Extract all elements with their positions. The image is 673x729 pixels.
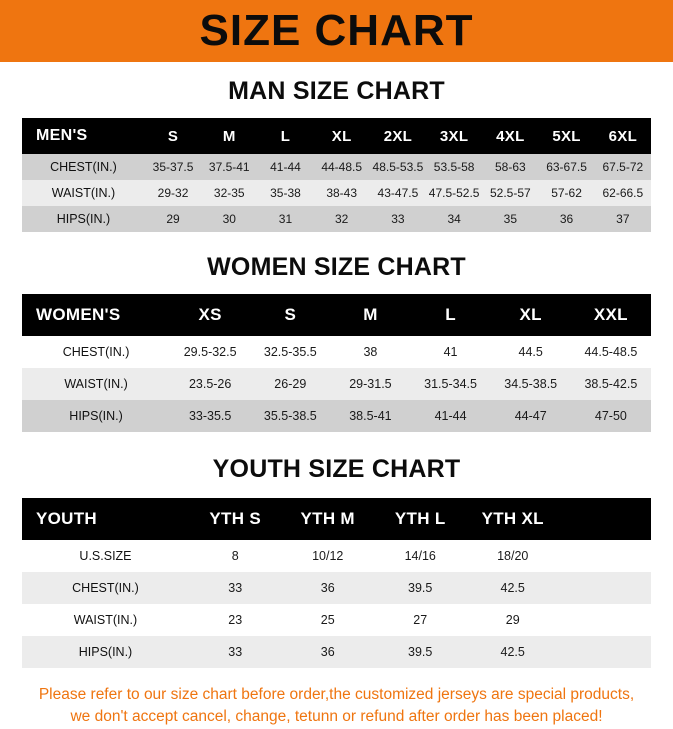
man-header-cell-7: 4XL (496, 127, 525, 145)
youth-cell-0-spacer (559, 540, 651, 572)
women-table-header-row (22, 294, 651, 336)
youth-cell-2-3: 29 (505, 613, 520, 627)
women-cell-0-0: 29.5-32.5 (183, 345, 237, 359)
women-header-cell-0: WOMEN'S (36, 305, 121, 324)
man-cell-1-4: 43-47.5 (377, 186, 419, 200)
youth-table-wrap (0, 498, 673, 668)
man-cell-1-6: 52.5-57 (489, 186, 531, 200)
man-cell-2-3: 32 (335, 212, 349, 226)
page-banner (0, 0, 673, 62)
women-cell-0-1: 32.5-35.5 (263, 345, 317, 359)
man-row-0-label: CHEST(IN.) (50, 160, 117, 174)
youth-cell-2-0: 23 (228, 613, 243, 627)
man-cell-2-6: 35 (503, 212, 518, 226)
man-cell-2-4: 33 (391, 212, 405, 226)
women-cell-1-5: 38.5-42.5 (584, 377, 638, 391)
man-header-cell-4: XL (331, 127, 352, 145)
women-cell-0-3: 41 (443, 345, 458, 359)
youth-cell-2-spacer (559, 604, 651, 636)
page-title: SIZE CHART (199, 6, 474, 55)
women-row-1-label: WAIST(IN.) (64, 377, 128, 391)
women-cell-2-1: 35.5-38.5 (263, 409, 317, 423)
women-header-cell-1: XS (198, 305, 222, 324)
man-cell-1-8: 62-66.5 (602, 186, 644, 200)
women-size-table (22, 294, 651, 432)
women-section-title: WOMEN SIZE CHART (207, 253, 466, 281)
youth-cell-3-1: 36 (320, 645, 335, 659)
man-cell-1-5: 47.5-52.5 (428, 186, 480, 200)
youth-header-cell-2: YTH M (300, 509, 355, 528)
man-size-table (22, 118, 651, 232)
women-cell-1-1: 26-29 (274, 377, 307, 391)
youth-cell-1-1: 36 (320, 581, 335, 595)
table-row (22, 572, 651, 604)
youth-row-2-label: WAIST(IN.) (73, 613, 138, 627)
footer-note (0, 684, 673, 729)
youth-cell-0-0: 8 (231, 549, 239, 563)
youth-row-3-label: HIPS(IN.) (78, 645, 133, 659)
women-table-wrap (0, 294, 673, 432)
youth-row-1-label: CHEST(IN.) (72, 581, 139, 595)
youth-cell-3-2: 39.5 (408, 645, 433, 659)
women-cell-1-4: 34.5-38.5 (504, 377, 558, 391)
women-header-cell-5: XL (519, 305, 542, 324)
footer-note-line-2: we don't accept cancel, change, tetunn or refund after order has been placed! (70, 708, 603, 726)
man-cell-0-2: 41-44 (270, 160, 301, 174)
man-cell-1-0: 29-32 (157, 186, 189, 200)
youth-cell-1-0: 33 (228, 581, 243, 595)
youth-table-header-row (22, 498, 651, 540)
youth-cell-2-1: 25 (320, 613, 335, 627)
women-cell-1-0: 23.5-26 (188, 377, 232, 391)
man-header-cell-6: 3XL (439, 127, 469, 145)
man-cell-1-2: 35-38 (270, 186, 301, 200)
man-cell-0-5: 53.5-58 (433, 160, 475, 174)
man-cell-2-8: 37 (616, 212, 630, 226)
women-cell-2-2: 38.5-41 (349, 409, 392, 423)
man-cell-0-6: 58-63 (494, 160, 526, 174)
table-row (22, 400, 651, 432)
man-table-wrap (0, 118, 673, 232)
footer-note-line-1: Please refer to our size chart before order,the customized jerseys are special products, (38, 686, 635, 703)
man-header-cell-2: M (222, 127, 236, 145)
table-row (22, 180, 651, 206)
youth-header-cell-spacer (559, 498, 651, 540)
man-cell-0-1: 37.5-41 (208, 160, 250, 174)
man-header-cell-3: L (280, 127, 291, 145)
man-header-cell-9: 6XL (608, 127, 638, 145)
man-cell-0-7: 63-67.5 (546, 160, 587, 174)
youth-cell-0-3: 18/20 (497, 549, 529, 563)
women-header-cell-3: M (363, 305, 378, 324)
youth-cell-1-2: 39.5 (408, 581, 433, 595)
youth-cell-0-2: 14/16 (404, 549, 436, 563)
man-table-header-row (22, 118, 651, 154)
man-header-cell-1: S (167, 127, 179, 145)
women-cell-0-5: 44.5-48.5 (584, 345, 638, 359)
women-cell-1-2: 29-31.5 (349, 377, 392, 391)
man-header-cell-0: MEN'S (36, 127, 88, 144)
table-row (22, 206, 651, 232)
youth-header-cell-0: YOUTH (36, 509, 97, 528)
youth-section-title: YOUTH SIZE CHART (212, 455, 461, 483)
man-cell-0-4: 48.5-53.5 (372, 160, 424, 174)
man-section-title: MAN SIZE CHART (228, 77, 445, 105)
women-cell-0-4: 44.5 (518, 345, 543, 359)
women-header-cell-4: L (445, 305, 456, 324)
youth-row-0-label: U.S.SIZE (79, 549, 132, 563)
man-header-cell-8: 5XL (552, 127, 581, 145)
man-cell-0-3: 44-48.5 (321, 160, 363, 174)
table-row (22, 336, 651, 368)
man-cell-2-1: 30 (222, 212, 236, 226)
man-cell-1-3: 38-43 (326, 186, 358, 200)
man-cell-2-5: 34 (447, 212, 461, 226)
youth-size-table (22, 498, 651, 668)
man-cell-1-1: 32-35 (213, 186, 245, 200)
man-cell-1-7: 57-62 (551, 186, 582, 200)
man-cell-0-0: 35-37.5 (152, 160, 194, 174)
youth-cell-3-0: 33 (228, 645, 243, 659)
women-row-0-label: CHEST(IN.) (62, 345, 130, 359)
women-row-2-label: HIPS(IN.) (69, 409, 123, 423)
women-cell-2-5: 47-50 (594, 409, 627, 423)
youth-cell-2-2: 27 (413, 613, 428, 627)
man-cell-2-0: 29 (166, 212, 180, 226)
women-header-cell-6: XXL (593, 305, 628, 324)
table-row (22, 154, 651, 180)
youth-header-cell-3: YTH L (394, 509, 446, 528)
women-cell-2-0: 33-35.5 (188, 409, 232, 423)
women-cell-0-2: 38 (363, 345, 378, 359)
youth-header-cell-4: YTH XL (481, 509, 544, 528)
women-cell-2-3: 41-44 (434, 409, 467, 423)
women-cell-1-3: 31.5-34.5 (424, 377, 477, 391)
youth-cell-1-spacer (559, 572, 651, 604)
man-cell-0-8: 67.5-72 (602, 160, 644, 174)
man-row-2-label: HIPS(IN.) (56, 212, 111, 226)
man-row-1-label: WAIST(IN.) (51, 186, 116, 200)
man-cell-2-7: 36 (559, 212, 574, 226)
women-cell-2-4: 44-47 (514, 409, 547, 423)
women-header-cell-2: S (284, 305, 297, 324)
youth-cell-3-3: 42.5 (500, 645, 525, 659)
youth-cell-0-1: 10/12 (312, 549, 344, 563)
man-cell-2-2: 31 (278, 212, 293, 226)
youth-cell-1-3: 42.5 (500, 581, 525, 595)
table-row (22, 368, 651, 400)
table-row (22, 604, 651, 636)
table-row (22, 540, 651, 572)
youth-cell-3-spacer (559, 636, 651, 668)
youth-header-cell-1: YTH S (209, 509, 261, 528)
man-header-cell-5: 2XL (383, 127, 413, 145)
table-row (22, 636, 651, 668)
